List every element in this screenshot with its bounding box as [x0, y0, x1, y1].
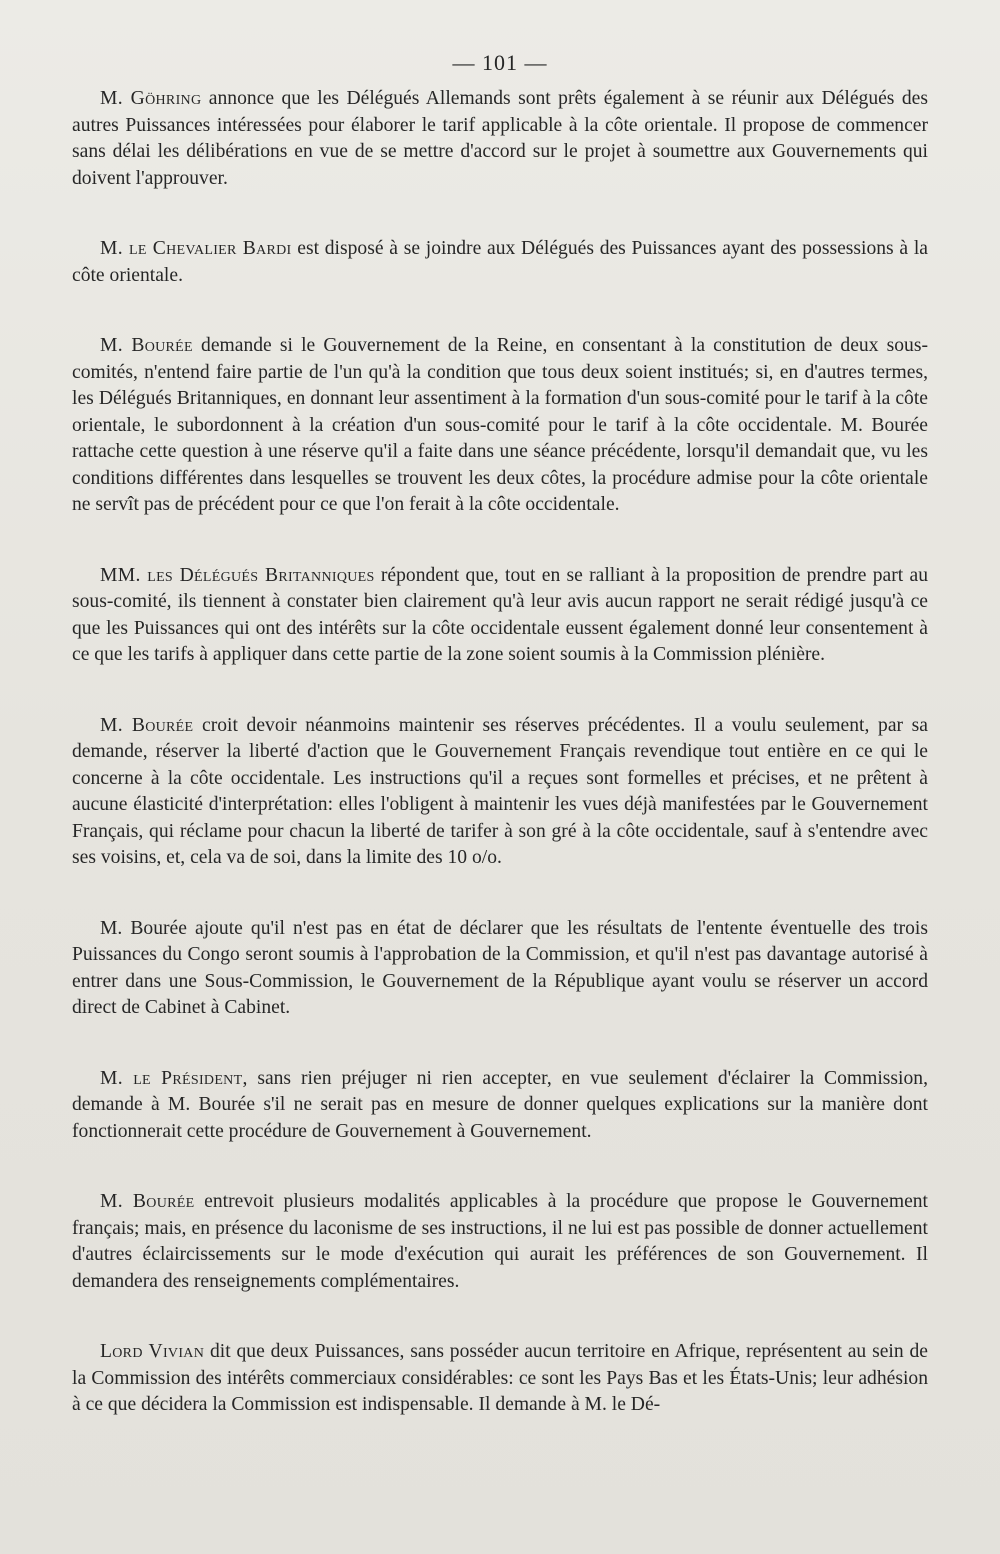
paragraph-gohring: [72, 86, 928, 192]
paragraph-bouree-addition: [72, 916, 928, 1022]
speaker-name: M. Bourée: [100, 714, 194, 736]
paragraph-bouree-modalities: [72, 1189, 928, 1295]
paragraph-british-delegates: [72, 563, 928, 669]
paragraph-text: M. Bourée ajoute qu'il n'est pas en état de déclarer que les résultats de l'entente éventuelle des trois Puissances du Congo seront soumis à l'approbation de la Commission, et qu'il n'est pas davantage autorisé à entrer dans une Sous-Commission, le Gouvernement de la République ayant voulu se réserver un accord direct de Cabinet à Cabinet.: [72, 917, 928, 1018]
speaker-name: M. Bourée: [100, 1191, 195, 1212]
paragraph-text: annonce que les Délégués Allemands sont prêts également à se réunir aux Délégués des autres Puissances intéressées pour élaborer le tarif applicable à la côte orientale. Il propose de commencer sans délai les délibérations en vue de se mettre d'accord sur le projet à soumettre aux Gouvernements qui doivent l'approuver.: [72, 88, 928, 189]
paragraph-text: entrevoit plusieurs modalités applicables à la procédure que propose le Gouvernement français; mais, en présence du laconisme de ses instructions, il ne lui est pas possible de donner actuellement d'autres éclaircissements sur le mode d'exécution qui aurait les préférences de son Gouvernement. Il demandera des renseignements complémentaires.: [72, 1191, 929, 1292]
paragraph-text: est disposé à se joindre aux Délégués des Puissances ayant des possessions à la côte orientale.: [72, 238, 928, 286]
speaker-name: M. le Président: [100, 1067, 243, 1089]
paragraph-text: demande si le Gouvernement de la Reine, en consentant à la constitution de deux sous-comités, n'entend faire partie de l'un qu'à la condition que tous deux soient institués; si, en d'autres termes, les Délégués Britanniques, en donnant leur assentiment à la formation d'un sous-comité pour le tarif à la côte orientale, le subordonnent à la création d'un sous-comité pour le tarif à la côte occidentale. M. Bourée rattache cette question à une réserve qu'il a faite dans une séance précédente, lorsqu'il demandait que, vu les conditions différentes dans lesquelles se trouvent les deux côtes, la procédure admise pour la côte orientale ne servît pas de précédent pour ce que l'on ferait à la côte occidentale.: [72, 335, 929, 515]
speaker-name: M. le Chevalier Bardi: [100, 238, 292, 259]
paragraph-text: , sans rien préjuger ni rien accepter, en vue seulement d'éclairer la Commission, demande à M. Bourée s'il ne serait pas en mesure de donner quelques explications sur la manière dont fonctionnerait cette procédure de Gouvernement à Gouvernement.: [72, 1067, 928, 1142]
paragraph-text: croit devoir néanmoins maintenir ses réserves précédentes. Il a voulu seulement, par sa demande, réserver la liberté d'action que le Gouvernement Français revendique tout entière en ce qui le concerne à la côte occidentale. Les instructions qu'il a reçues sont formelles et précises, et ne prêtent à aucune élasticité d'interprétation: elles l'obligent à maintenir les vues déjà manifestées par le Gouvernement Français, qui réclame pour chacun la liberté de tarifer à son gré à la côte occidentale, sauf à s'entendre avec ses voisins, et, cela va de soi, dans la limite des 10 o/o.: [72, 714, 928, 868]
paragraph-bouree-reserves: [72, 713, 928, 872]
page-number: — 101 —: [452, 50, 548, 75]
speaker-name: MM. les Délégués Britanniques: [100, 564, 375, 586]
speaker-name: Lord Vivian: [100, 1341, 205, 1362]
paragraph-bouree-question: [72, 333, 928, 519]
page-body: [72, 86, 928, 1463]
paragraph-lord-vivian: [72, 1339, 928, 1419]
paragraph-president: [72, 1066, 928, 1146]
speaker-name: M. Bourée: [100, 335, 193, 356]
speaker-name: M. Göhring: [100, 88, 202, 109]
paragraph-bardi: [72, 236, 928, 289]
paragraph-text: dit que deux Puissances, sans posséder aucun territoire en Afrique, représentent au sein de la Commission des intérêts commerciaux considérables: ce sont les Pays Bas et les États-Unis; leur adhésion à ce que décidera la Commission est indispensable. Il demande à M. le Dé-: [72, 1341, 928, 1415]
paragraph-text: répondent que, tout en se ralliant à la proposition de prendre part au sous-comité, ils tiennent à constater bien clairement qu'à leur avis aucun rapport ne serait rédigé jusqu'à ce que les Puissances qui ont des intérêts sur la côte occidentale eussent également donné leur consentement à ce que les tarifs à appliquer dans cette partie de la zone soient soumis à la Commission plénière.: [72, 564, 928, 665]
